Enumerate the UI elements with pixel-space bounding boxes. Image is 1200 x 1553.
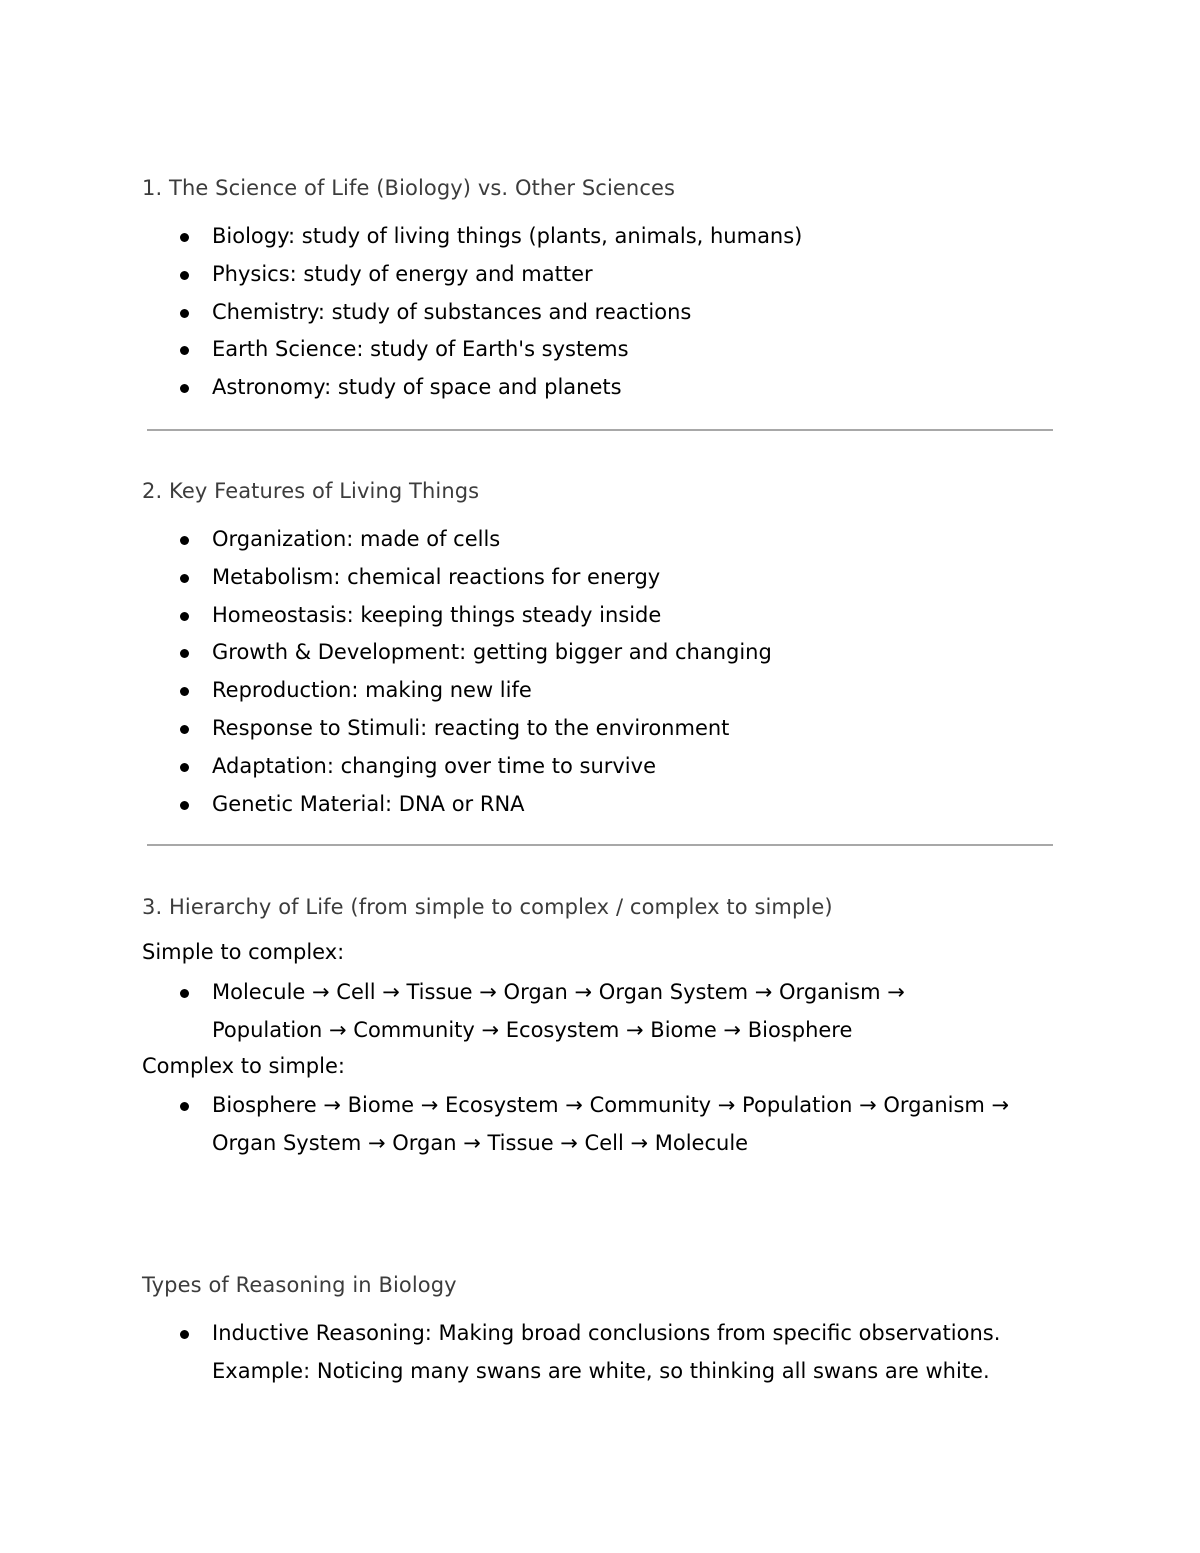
section-2-heading: 2. Key Features of Living Things xyxy=(142,479,480,503)
bullet-icon xyxy=(180,649,189,658)
list-item: Biology: study of living things (plants, animals, humans) xyxy=(0,218,802,256)
reasoning-list xyxy=(0,1315,1000,1391)
list-item: Metabolism: chemical reactions for energy xyxy=(0,559,772,597)
bullet-icon xyxy=(180,725,189,734)
list-item: Inductive Reasoning: Making broad conclusions from specific observations. Example: Noticing many swans are white, so thinking all swans are white. xyxy=(0,1315,1000,1391)
list-item: Physics: study of energy and matter xyxy=(0,256,802,294)
section-3-heading: 3. Hierarchy of Life (from simple to complex / complex to simple) xyxy=(142,895,833,919)
bullet-icon xyxy=(180,536,189,545)
bullet-icon xyxy=(180,1330,189,1339)
list-item: Growth & Development: getting bigger and changing xyxy=(0,634,772,672)
bullet-icon xyxy=(180,1102,189,1111)
bullet-icon xyxy=(180,309,189,318)
section-2-list xyxy=(0,521,772,823)
list-item: Biosphere → Biome → Ecosystem → Community → Population → Organism → Organ System → Organ → Tissue → Cell → Molecule xyxy=(0,1087,1009,1163)
list-item: Astronomy: study of space and planets xyxy=(0,369,802,407)
complex-to-simple-label: Complex to simple: xyxy=(142,1054,345,1078)
list-item: Organization: made of cells xyxy=(0,521,772,559)
list-item: Reproduction: making new life xyxy=(0,672,772,710)
section-4-heading: Types of Reasoning in Biology xyxy=(142,1273,457,1297)
section-1-heading: 1. The Science of Life (Biology) vs. Other Sciences xyxy=(142,176,676,200)
bullet-icon xyxy=(180,612,189,621)
bullet-icon xyxy=(180,233,189,242)
list-item: Response to Stimuli: reacting to the environment xyxy=(0,710,772,748)
simple-to-complex-label: Simple to complex: xyxy=(142,940,345,964)
bullet-icon xyxy=(180,989,189,998)
section-divider xyxy=(147,844,1053,846)
bullet-icon xyxy=(180,271,189,280)
list-item: Adaptation: changing over time to survive xyxy=(0,748,772,786)
list-item: Molecule → Cell → Tissue → Organ → Organ System → Organism → Population → Community → Ecosystem → Biome → Biosphere xyxy=(0,974,905,1050)
bullet-icon xyxy=(180,687,189,696)
bullet-icon xyxy=(180,346,189,355)
list-item: Chemistry: study of substances and reactions xyxy=(0,294,802,332)
bullet-icon xyxy=(180,574,189,583)
section-1-list xyxy=(0,218,802,407)
bullet-icon xyxy=(180,801,189,810)
section-divider xyxy=(147,429,1053,431)
bullet-icon xyxy=(180,384,189,393)
bullet-icon xyxy=(180,763,189,772)
list-item: Genetic Material: DNA or RNA xyxy=(0,786,772,824)
complex-to-simple-list xyxy=(0,1087,1009,1163)
list-item: Homeostasis: keeping things steady inside xyxy=(0,597,772,635)
simple-to-complex-list xyxy=(0,974,905,1050)
list-item: Earth Science: study of Earth's systems xyxy=(0,331,802,369)
